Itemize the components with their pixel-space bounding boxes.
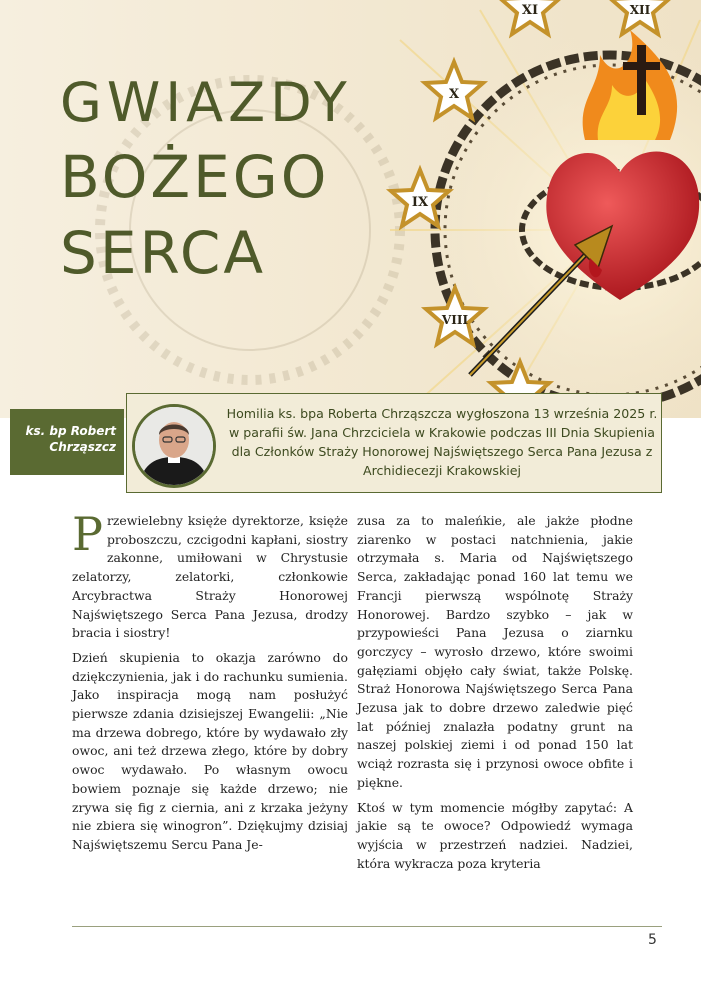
star-label-x: X [448,87,460,102]
title-line-1: GWIAZDY [60,71,352,134]
portrait-image [135,407,213,485]
star-label-xii: XII [629,3,651,17]
author-portrait [132,404,216,488]
author-line-1: ks. bp Robert [25,424,116,438]
article-column-right [357,512,633,879]
drop-cap: P [72,507,103,561]
homily-intro: Homilia ks. bpa Roberta Chrząszcza wygłoszona 13 września 2025 r. w parafii św. Jana Chrzciciela w Krakowie podczas III Dnia Skupienia dla Członków Straży Honorowej Najświętszego Serca Pana Jezusa z Archidiecezji Krakowskiej [226,406,658,478]
star-label-xi: XI [521,3,539,18]
page-number: 5 [648,932,657,948]
footer-rule [72,926,662,927]
article-paragraph-1 [72,507,348,643]
article-paragraph-2-continued: zusa za to maleńkie, ale jakże płodne ziarenko w postaci natchnienia, jakie otrzymała s. Maria od Najświętszego Serca, zakładając ponad 160 lat temu we Francji pierwszą wspólnotę Straży Honorowej. Bardzo szybko – jak w przypowieści Pana Jezusa o ziarnku gorczycy – wyrosło drzewo, które swoimi gałęziami objęło cały świat, także Polskę. Straż Honorowa Najświętszego Serca Pana Jezusa jak to dobre drzewo zaledwie pięć lat później znalazła podatny grunt na naszej polskiej ziemi i od ponad 150 lat wciąż rozrasta się i przynosi owoce obfite i piękne. [357,513,633,790]
article-column-left [72,507,348,861]
banner [0,0,701,418]
title-line-3: SERCA [60,219,267,287]
page-title [60,71,352,287]
article-paragraph-2: Dzień skupienia to okazja zarówno do dziękczynienia, jak i do rachunku sumienia. Jako inspiracja mogą nam posłużyć pierwsze zdania dzisiejszej Ewangelii: „Nie ma drzewa dobrego, które by wydawało zły owoc, ani też drzewa złego, które by dobry owoc wydawało. Po własnym owocu bowiem poznaje się każde drzewo; nie zrywa się fig z ciernia, ani z krzaka jeżyny nie zbiera się winogron”. Dziękujmy dzisiaj Najświętszemu Sercu Pana Je- [72,649,348,852]
author-line-2: Chrząszcz [49,440,116,454]
star-label-viii: VIII [441,313,469,327]
star-label-ix: IX [411,195,429,210]
author-tag [10,409,124,475]
article-paragraph-1-text: rzewielebny księże dyrektorze, księże proboszczu, czcigodni kapłani, siostry zakonne, umiłowani w Chrystusie zelatorzy, zelatorki, członkowie Arcybractwa Straży Honorowej Najświętszego Serca Pana Jezusa, drodzy bracia i siostry! [72,513,348,641]
title-line-2: BOŻEGO [60,143,330,211]
article-paragraph-3: Ktoś w tym momencie mógłby zapytać: A jakie są te owoce? Odpowiedź wymaga wyjścia w przestrzeń nadziei. Nadziei, która wykracza poza kryteria [357,799,633,871]
